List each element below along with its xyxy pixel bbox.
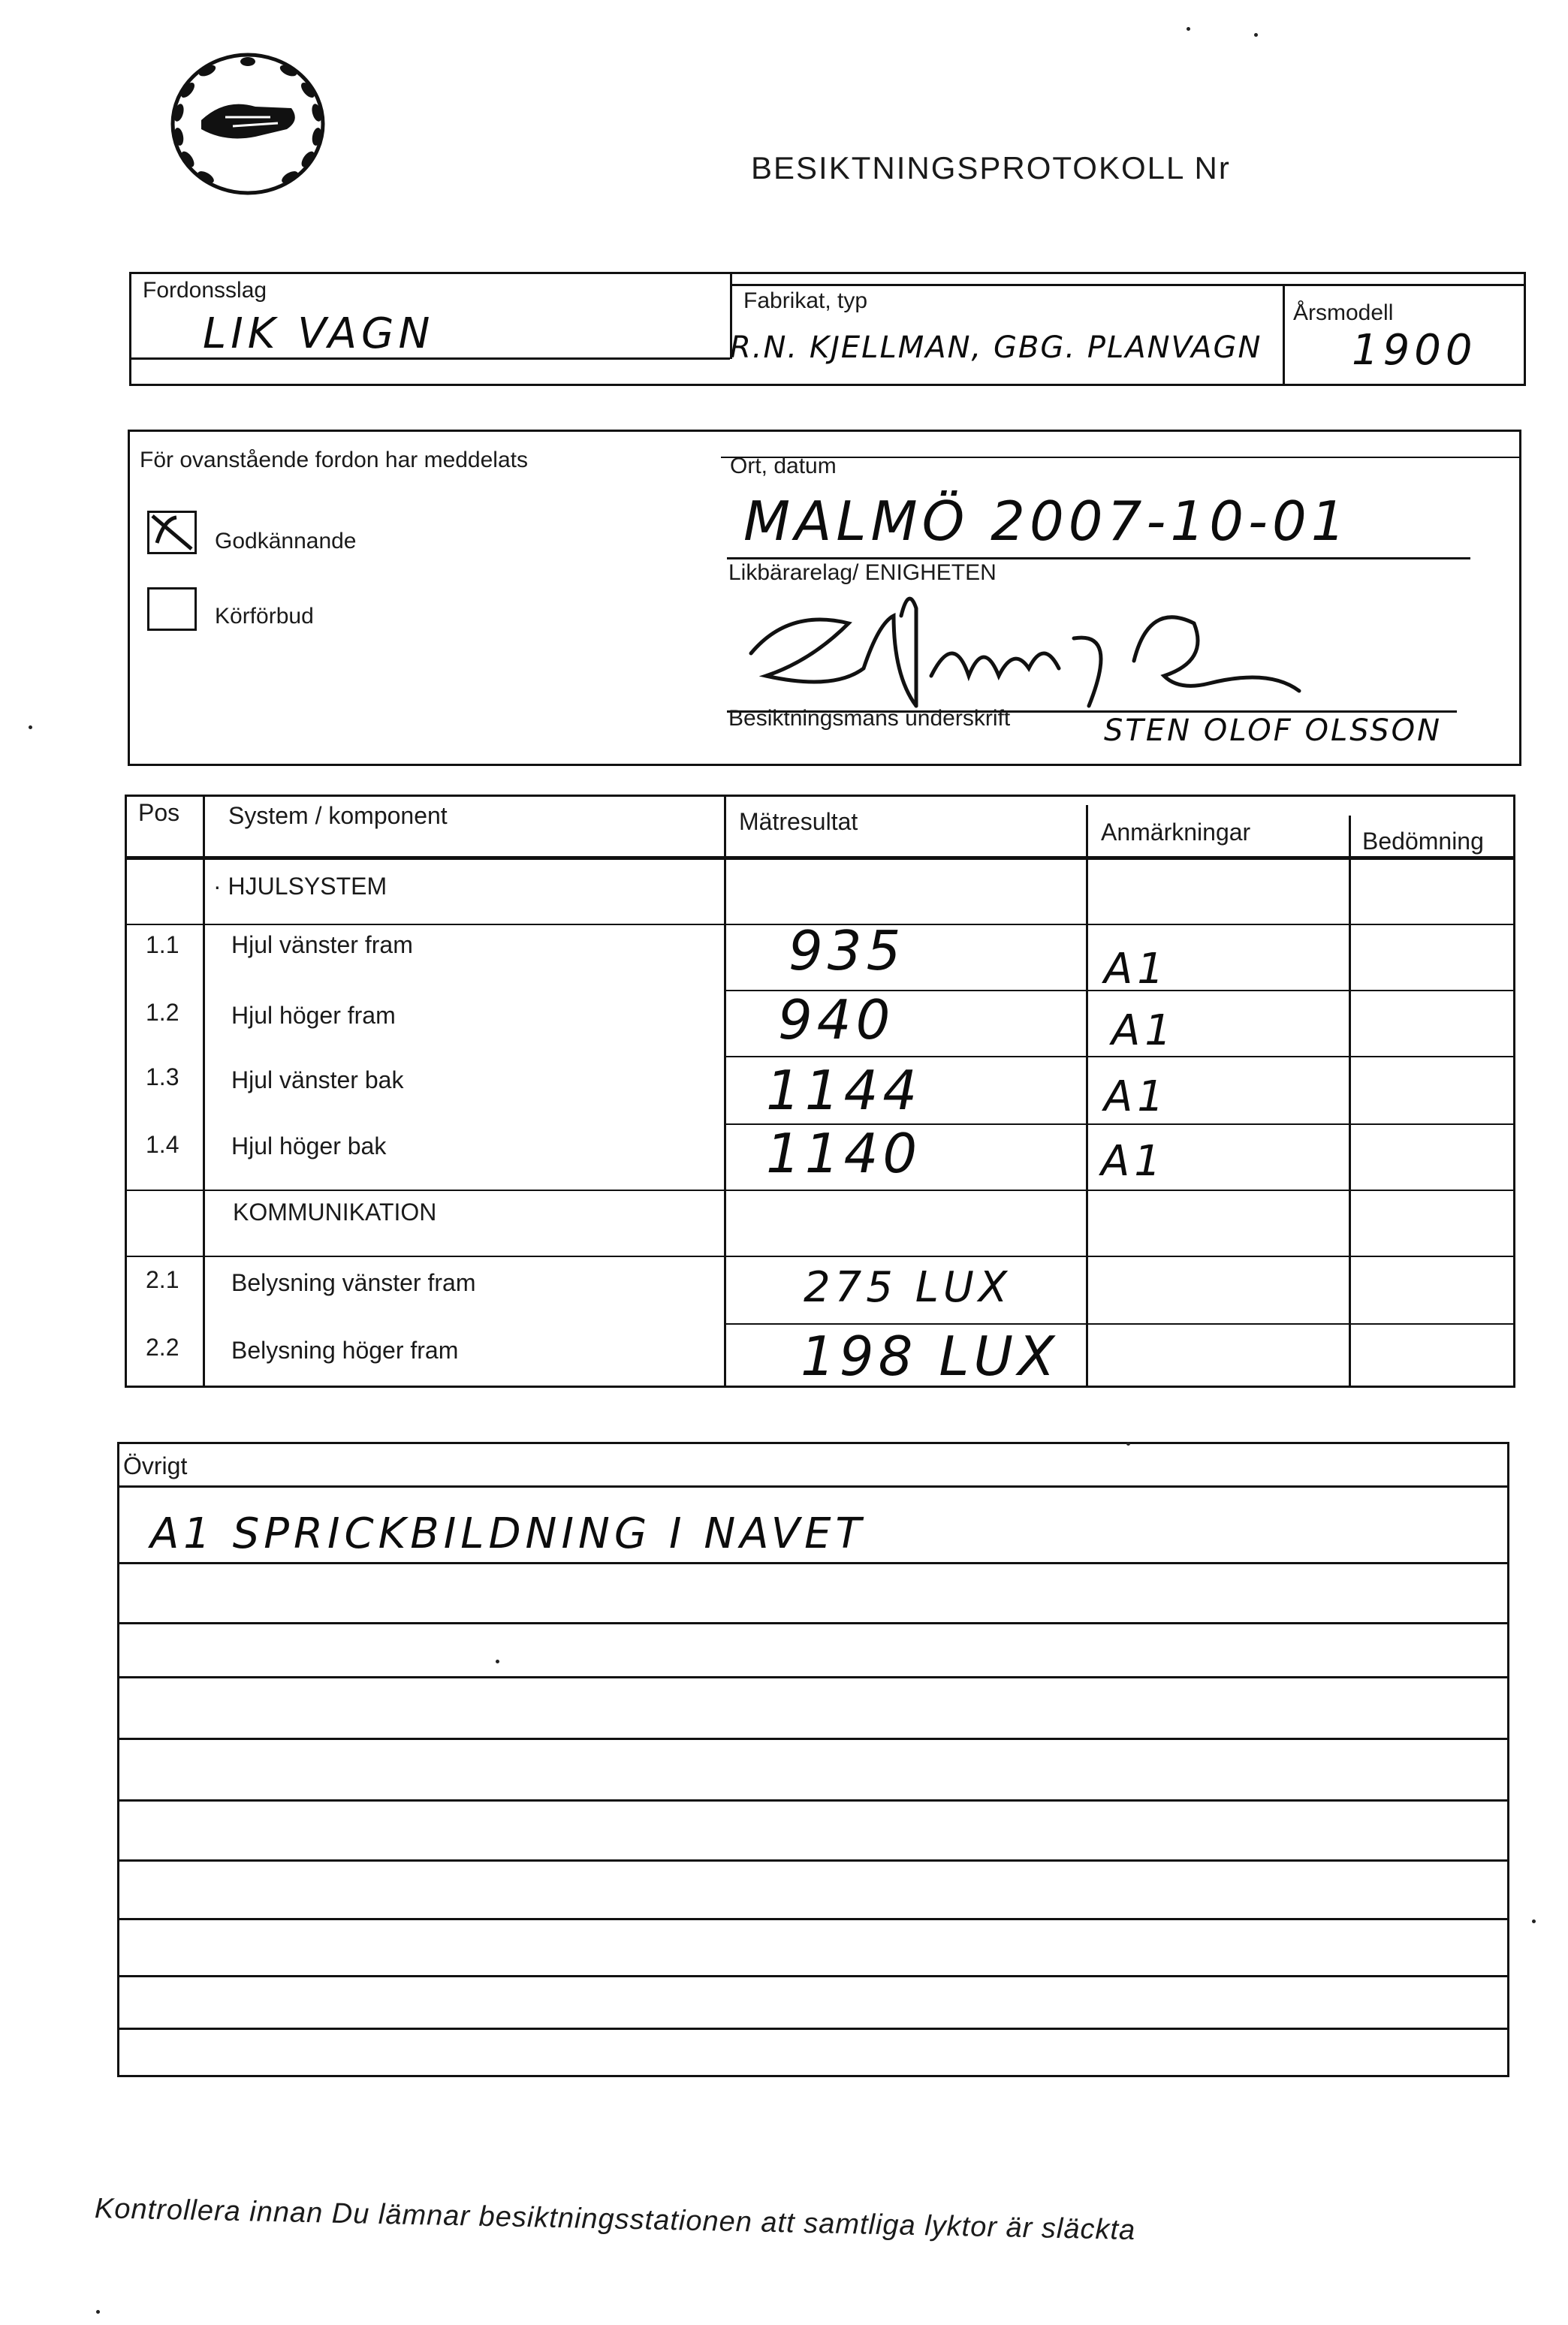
arsmodell-value: 1900 <box>1352 326 1477 375</box>
column-header-komponent: System / komponent <box>228 802 448 829</box>
fordonsslag-label: Fordonsslag <box>143 278 267 303</box>
table-row-section: · HJULSYSTEM <box>213 873 387 900</box>
table-row-anmarkning: A1 <box>1111 1006 1176 1055</box>
row-divider <box>125 1190 1515 1191</box>
logo-emblem-icon <box>158 45 338 203</box>
ruled-line <box>117 1918 1509 1920</box>
row-divider <box>125 1256 1515 1257</box>
table-row-komponent: Belysning vänster fram <box>231 1269 476 1296</box>
divider <box>1283 285 1285 386</box>
column-divider <box>1349 816 1351 1388</box>
table-row-anmarkning: A1 <box>1104 945 1168 994</box>
column-header-anmarkningar: Anmärkningar <box>1101 819 1251 846</box>
ort-datum-value: MALMÖ 2007-10-01 <box>743 490 1350 553</box>
ovrigt-line-1: A1 SPRICKBILDNING I NAVET <box>150 1509 866 1558</box>
approval-intro-label: För ovanstående fordon har meddelats <box>140 448 528 472</box>
scan-speck <box>29 725 32 729</box>
table-row-section: KOMMUNIKATION <box>233 1199 437 1226</box>
ort-datum-label: Ort, datum <box>730 454 837 478</box>
table-row-komponent: Belysning höger fram <box>231 1337 459 1364</box>
table-row-matresultat: 1140 <box>766 1122 922 1185</box>
row-divider <box>724 1056 1515 1057</box>
table-row-pos: 1.2 <box>146 999 179 1026</box>
ruled-line <box>117 1562 1509 1564</box>
arsmodell-label: Årsmodell <box>1293 300 1394 325</box>
date-underline <box>727 557 1470 559</box>
table-row-matresultat: 198 LUX <box>801 1325 1060 1388</box>
checkmark-x-icon <box>149 513 194 552</box>
divider <box>730 284 1526 286</box>
header-divider <box>125 856 1515 860</box>
scan-speck <box>1532 1919 1536 1923</box>
besiktningsman-name: STEN OLOF OLSSON <box>1104 713 1443 748</box>
column-header-pos: Pos <box>138 799 180 826</box>
likbararelag-label: Likbärarelag/ ENIGHETEN <box>728 560 997 585</box>
table-row-komponent: Hjul höger fram <box>231 1002 396 1029</box>
column-divider <box>724 795 726 1388</box>
ruled-line <box>117 1676 1509 1678</box>
ruled-line <box>117 1485 1509 1488</box>
table-row-pos: 2.1 <box>146 1266 179 1293</box>
underskrift-label: Besiktningsmans underskrift <box>728 706 1011 731</box>
table-row-matresultat: 275 LUX <box>804 1263 1012 1312</box>
table-row-pos: 1.4 <box>146 1131 179 1158</box>
document-title: BESIKTNINGSPROTOKOLL Nr <box>751 150 1231 185</box>
signature-icon <box>743 593 1314 721</box>
ruled-line <box>117 1622 1509 1624</box>
column-header-matresultat: Mätresultat <box>739 808 858 835</box>
table-row-anmarkning: A1 <box>1104 1072 1168 1121</box>
ruled-line <box>117 1859 1509 1862</box>
table-row-matresultat: 940 <box>778 988 895 1051</box>
scan-speck <box>496 1660 499 1663</box>
column-header-bedomning: Bedömning <box>1362 828 1484 855</box>
scan-speck <box>1254 33 1258 37</box>
ovrigt-label: Övrigt <box>123 1452 188 1479</box>
table-row-komponent: Hjul vänster fram <box>231 931 413 958</box>
ruled-line <box>117 1975 1509 1977</box>
table-row-komponent: Hjul vänster bak <box>231 1066 404 1093</box>
table-row-anmarkning: A1 <box>1101 1137 1165 1186</box>
godkannande-checkbox[interactable] <box>147 511 197 554</box>
scan-speck <box>1187 27 1190 31</box>
table-row-komponent: Hjul höger bak <box>231 1132 387 1159</box>
table-row-pos: 1.3 <box>146 1063 179 1090</box>
fabrikat-label: Fabrikat, typ <box>743 288 868 313</box>
fordonsslag-value: LIK VAGN <box>203 309 435 358</box>
fabrikat-value: R.N. KJELLMAN, GBG. PLANVAGN <box>730 330 1262 365</box>
table-row-pos: 2.2 <box>146 1334 179 1361</box>
korforbud-checkbox[interactable] <box>147 587 197 631</box>
divider <box>721 457 1521 458</box>
column-divider <box>203 795 205 1388</box>
ruled-line <box>117 2028 1509 2030</box>
table-row-matresultat: 935 <box>789 919 906 982</box>
scan-speck <box>1126 1442 1130 1446</box>
ruled-line <box>117 1738 1509 1740</box>
footer-notice: Kontrollera innan Du lämnar besiktningsstationen att samtliga lyktor är släckta <box>94 2193 1136 2247</box>
scan-speck <box>96 2310 100 2314</box>
table-row-pos: 1.1 <box>146 931 179 958</box>
column-divider <box>1086 805 1088 1388</box>
korforbud-label: Körförbud <box>215 604 314 629</box>
godkannande-label: Godkännande <box>215 529 357 553</box>
table-row-matresultat: 1144 <box>766 1059 922 1122</box>
ruled-line <box>117 1799 1509 1802</box>
